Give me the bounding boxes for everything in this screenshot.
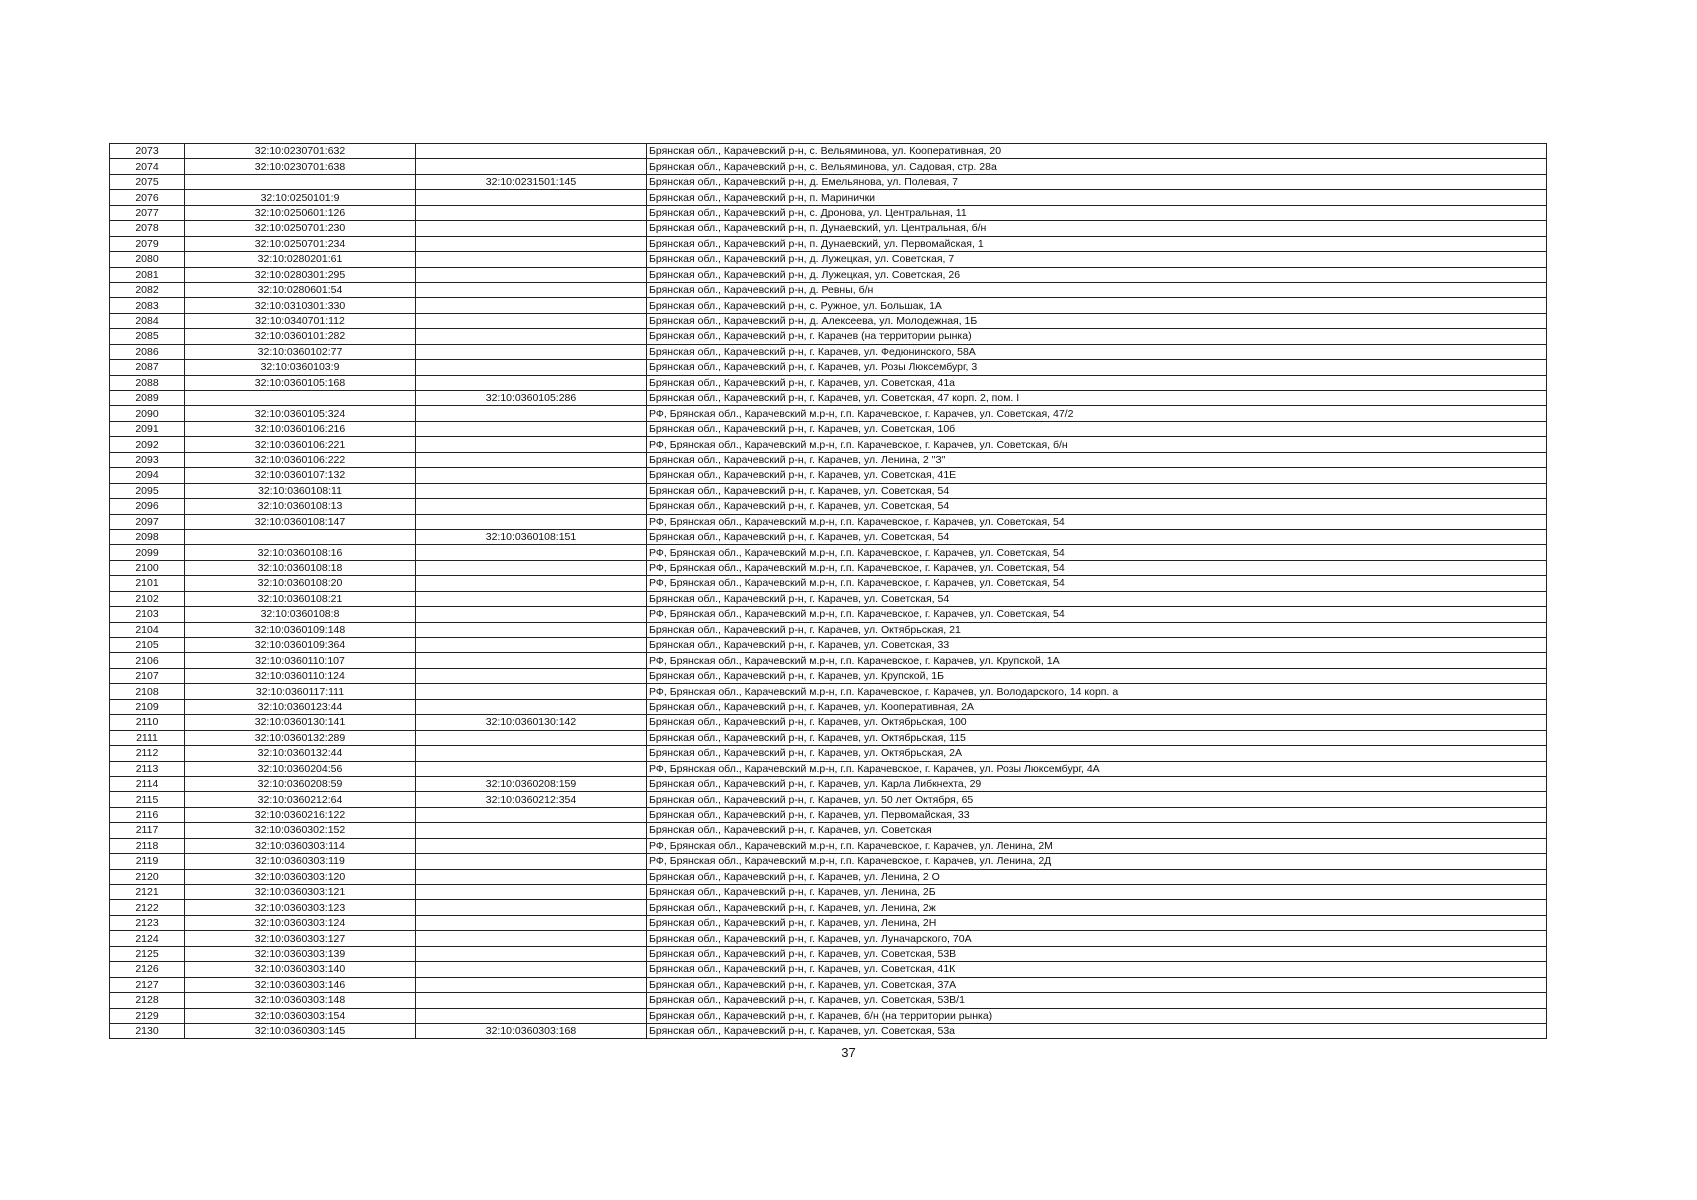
table-row [110,344,1547,359]
row-number-cell: 2130 [110,1023,185,1038]
table-body [110,144,1547,1039]
cadastral-number-cell: 32:10:0360106:222 [185,452,416,467]
cadastral-number-alt-cell [416,313,647,328]
row-number-cell: 2078 [110,221,185,236]
row-number-cell: 2080 [110,252,185,267]
row-number-cell: 2089 [110,391,185,406]
cadastral-number-cell: 32:10:0360132:289 [185,730,416,745]
cadastral-number-cell: 32:10:0360106:221 [185,437,416,452]
cadastral-number-alt-cell: 32:10:0360108:151 [416,529,647,544]
address-cell: Брянская обл., Карачевский р-н, г. Карачев, ул. Советская, 53В/1 [647,993,1547,1008]
row-number-cell: 2085 [110,329,185,344]
address-cell: Брянская обл., Карачевский р-н, с. Дронова, ул. Центральная, 11 [647,205,1547,220]
row-number-cell: 2096 [110,499,185,514]
row-number-cell: 2075 [110,174,185,189]
address-cell: РФ, Брянская обл., Карачевский м.р-н, г.п. Карачевское, г. Карачев, ул. Ленина, 2Д [647,854,1547,869]
cadastral-number-alt-cell: 32:10:0360303:168 [416,1023,647,1038]
table-row [110,684,1547,699]
row-number-cell: 2091 [110,421,185,436]
cadastral-number-cell: 32:10:0360105:168 [185,375,416,390]
table-row [110,391,1547,406]
cadastral-number-alt-cell [416,344,647,359]
address-cell: РФ, Брянская обл., Карачевский м.р-н, г.п. Карачевское, г. Карачев, ул. Советская, 54 [647,560,1547,575]
table-row [110,221,1547,236]
address-cell: РФ, Брянская обл., Карачевский м.р-н, г.п. Карачевское, г. Карачев, ул. Ленина, 2М [647,838,1547,853]
cadastral-number-cell: 32:10:0360108:11 [185,483,416,498]
table-row [110,807,1547,822]
table-row [110,298,1547,313]
row-number-cell: 2094 [110,468,185,483]
table-row [110,1023,1547,1038]
address-cell: Брянская обл., Карачевский р-н, г. Карачев, ул. Советская, 53В [647,946,1547,961]
address-cell: Брянская обл., Карачевский р-н, г. Карачев, ул. Розы Люксембург, 3 [647,360,1547,375]
address-cell: Брянская обл., Карачевский р-н, г. Карачев, ул. Советская, 54 [647,483,1547,498]
cadastral-number-alt-cell [416,360,647,375]
cadastral-number-alt-cell [416,298,647,313]
address-cell: Брянская обл., Карачевский р-н, д. Емельянова, ул. Полевая, 7 [647,174,1547,189]
row-number-cell: 2110 [110,715,185,730]
table-row [110,638,1547,653]
table-row [110,267,1547,282]
cadastral-number-cell: 32:10:0340701:112 [185,313,416,328]
cadastral-number-cell: 32:10:0250101:9 [185,190,416,205]
address-cell: РФ, Брянская обл., Карачевский м.р-н, г.п. Карачевское, г. Карачев, ул. Крупской, 1А [647,653,1547,668]
row-number-cell: 2116 [110,807,185,822]
cadastral-number-alt-cell [416,869,647,884]
cadastral-number-cell: 32:10:0360303:146 [185,977,416,992]
cadastral-number-alt-cell [416,560,647,575]
row-number-cell: 2111 [110,730,185,745]
row-number-cell: 2125 [110,946,185,961]
row-number-cell: 2086 [110,344,185,359]
cadastral-number-cell: 32:10:0280301:295 [185,267,416,282]
row-number-cell: 2099 [110,545,185,560]
cadastral-number-alt-cell [416,205,647,220]
cadastral-number-alt-cell [416,823,647,838]
cadastral-table [109,143,1547,1039]
cadastral-number-cell: 32:10:0360303:124 [185,915,416,930]
cadastral-number-cell: 32:10:0360108:8 [185,607,416,622]
cadastral-number-alt-cell [416,653,647,668]
address-cell: Брянская обл., Карачевский р-н, г. Карачев, ул. Октябрьская, 100 [647,715,1547,730]
cadastral-number-cell [185,174,416,189]
address-cell: РФ, Брянская обл., Карачевский м.р-н, г.п. Карачевское, г. Карачев, ул. Володарского, 14 корп. а [647,684,1547,699]
cadastral-number-alt-cell [416,159,647,174]
row-number-cell: 2106 [110,653,185,668]
cadastral-number-alt-cell [416,699,647,714]
address-cell: Брянская обл., Карачевский р-н, с. Ружное, ул. Большак, 1А [647,298,1547,313]
address-cell: Брянская обл., Карачевский р-н, г. Карачев, б/н (на территории рынка) [647,1008,1547,1023]
row-number-cell: 2122 [110,900,185,915]
table-row [110,406,1547,421]
cadastral-number-cell: 32:10:0360110:107 [185,653,416,668]
table-row [110,437,1547,452]
row-number-cell: 2081 [110,267,185,282]
cadastral-number-alt-cell [416,885,647,900]
row-number-cell: 2079 [110,236,185,251]
cadastral-number-cell: 32:10:0360204:56 [185,761,416,776]
address-cell: РФ, Брянская обл., Карачевский м.р-н, г.п. Карачевское, г. Карачев, ул. Розы Люксембург, 4А [647,761,1547,776]
cadastral-number-alt-cell [416,962,647,977]
row-number-cell: 2098 [110,529,185,544]
address-cell: Брянская обл., Карачевский р-н, г. Карачев, ул. Ленина, 2Б [647,885,1547,900]
table-row [110,854,1547,869]
cadastral-number-cell: 32:10:0360303:148 [185,993,416,1008]
address-cell: РФ, Брянская обл., Карачевский м.р-н, г.п. Карачевское, г. Карачев, ул. Советская, 54 [647,545,1547,560]
cadastral-number-cell: 32:10:0360108:20 [185,576,416,591]
cadastral-number-alt-cell [416,931,647,946]
row-number-cell: 2076 [110,190,185,205]
cadastral-number-cell: 32:10:0360303:127 [185,931,416,946]
cadastral-number-cell: 32:10:0360106:216 [185,421,416,436]
table-row [110,869,1547,884]
table-row [110,468,1547,483]
address-cell: Брянская обл., Карачевский р-н, г. Карачев, ул. Ленина, 2Н [647,915,1547,930]
page-number: 37 [841,1045,856,1060]
row-number-cell: 2097 [110,514,185,529]
address-cell: Брянская обл., Карачевский р-н, г. Карачев, ул. Советская, 41а [647,375,1547,390]
address-cell: РФ, Брянская обл., Карачевский м.р-н, г.п. Карачевское, г. Карачев, ул. Советская, 47/2 [647,406,1547,421]
row-number-cell: 2121 [110,885,185,900]
table-row [110,746,1547,761]
address-cell: Брянская обл., Карачевский р-н, г. Карачев, ул. 50 лет Октября, 65 [647,792,1547,807]
address-cell: Брянская обл., Карачевский р-н, г. Карачев, ул. Советская [647,823,1547,838]
cadastral-number-alt-cell [416,591,647,606]
cadastral-number-cell: 32:10:0280201:61 [185,252,416,267]
row-number-cell: 2082 [110,282,185,297]
row-number-cell: 2126 [110,962,185,977]
table-row [110,483,1547,498]
row-number-cell: 2102 [110,591,185,606]
cadastral-number-alt-cell [416,437,647,452]
cadastral-number-alt-cell [416,468,647,483]
row-number-cell: 2083 [110,298,185,313]
cadastral-number-cell: 32:10:0360109:148 [185,622,416,637]
row-number-cell: 2103 [110,607,185,622]
row-number-cell: 2114 [110,776,185,791]
cadastral-number-alt-cell [416,545,647,560]
address-cell: РФ, Брянская обл., Карачевский м.р-н, г.п. Карачевское, г. Карачев, ул. Советская, 54 [647,514,1547,529]
row-number-cell: 2088 [110,375,185,390]
row-number-cell: 2117 [110,823,185,838]
table-row [110,730,1547,745]
table-row [110,915,1547,930]
cadastral-number-alt-cell [416,1008,647,1023]
table-row [110,360,1547,375]
table-row [110,977,1547,992]
row-number-cell: 2100 [110,560,185,575]
cadastral-number-alt-cell [416,730,647,745]
table-row [110,144,1547,159]
table-row [110,1008,1547,1023]
cadastral-number-alt-cell [416,421,647,436]
cadastral-number-cell: 32:10:0310301:330 [185,298,416,313]
cadastral-number-cell: 32:10:0360123:44 [185,699,416,714]
row-number-cell: 2129 [110,1008,185,1023]
address-cell: Брянская обл., Карачевский р-н, г. Карачев, ул. Карла Либкнехта, 29 [647,776,1547,791]
cadastral-number-alt-cell [416,993,647,1008]
cadastral-number-cell: 32:10:0280601:54 [185,282,416,297]
row-number-cell: 2118 [110,838,185,853]
cadastral-number-alt-cell [416,514,647,529]
address-cell: Брянская обл., Карачевский р-н, г. Карачев, ул. Первомайская, 33 [647,807,1547,822]
table-row [110,792,1547,807]
cadastral-number-cell: 32:10:0360105:324 [185,406,416,421]
cadastral-number-alt-cell [416,452,647,467]
address-cell: Брянская обл., Карачевский р-н, г. Карачев, ул. Кооперативная, 2А [647,699,1547,714]
cadastral-number-cell: 32:10:0360303:154 [185,1008,416,1023]
table-row [110,885,1547,900]
row-number-cell: 2112 [110,746,185,761]
table-row [110,931,1547,946]
address-cell: Брянская обл., Карачевский р-н, г. Карачев, ул. Советская, 54 [647,529,1547,544]
cadastral-number-cell: 32:10:0250701:230 [185,221,416,236]
cadastral-number-alt-cell [416,622,647,637]
table-row [110,375,1547,390]
table-row [110,900,1547,915]
address-cell: Брянская обл., Карачевский р-н, г. Карачев, ул. Крупской, 1Б [647,668,1547,683]
address-cell: Брянская обл., Карачевский р-н, г. Карачев, ул. Советская, 33 [647,638,1547,653]
address-cell: Брянская обл., Карачевский р-н, г. Карачев, ул. Советская, 47 корп. 2, пом. I [647,391,1547,406]
address-cell: Брянская обл., Карачевский р-н, г. Карачев, ул. Октябрьская, 2А [647,746,1547,761]
row-number-cell: 2104 [110,622,185,637]
cadastral-number-alt-cell [416,915,647,930]
row-number-cell: 2127 [110,977,185,992]
row-number-cell: 2092 [110,437,185,452]
table-row [110,499,1547,514]
row-number-cell: 2123 [110,915,185,930]
cadastral-number-alt-cell [416,838,647,853]
cadastral-number-cell: 32:10:0250701:234 [185,236,416,251]
address-cell: Брянская обл., Карачевский р-н, г. Карачев (на территории рынка) [647,329,1547,344]
table-row [110,607,1547,622]
cadastral-number-cell: 32:10:0360303:120 [185,869,416,884]
table-row [110,993,1547,1008]
address-cell: Брянская обл., Карачевский р-н, г. Карачев, ул. Октябрьская, 115 [647,730,1547,745]
cadastral-number-alt-cell [416,406,647,421]
cadastral-number-alt-cell: 32:10:0360208:159 [416,776,647,791]
table-row [110,699,1547,714]
table-row [110,205,1547,220]
cadastral-number-cell: 32:10:0360303:123 [185,900,416,915]
cadastral-number-alt-cell [416,977,647,992]
cadastral-number-cell: 32:10:0360109:364 [185,638,416,653]
cadastral-number-alt-cell [416,252,647,267]
row-number-cell: 2093 [110,452,185,467]
cadastral-number-cell: 32:10:0360303:140 [185,962,416,977]
row-number-cell: 2109 [110,699,185,714]
cadastral-number-cell: 32:10:0360216:122 [185,807,416,822]
table-row [110,576,1547,591]
cadastral-number-cell [185,391,416,406]
row-number-cell: 2105 [110,638,185,653]
address-cell: Брянская обл., Карачевский р-н, с. Вельяминова, ул. Садовая, стр. 28а [647,159,1547,174]
table-row [110,946,1547,961]
table-row [110,776,1547,791]
cadastral-number-cell: 32:10:0360108:13 [185,499,416,514]
cadastral-number-alt-cell [416,746,647,761]
table-row [110,452,1547,467]
table-row [110,668,1547,683]
table-row [110,653,1547,668]
table-row [110,329,1547,344]
table-row [110,622,1547,637]
address-cell: РФ, Брянская обл., Карачевский м.р-н, г.п. Карачевское, г. Карачев, ул. Советская, б/н [647,437,1547,452]
cadastral-number-alt-cell [416,190,647,205]
cadastral-number-cell: 32:10:0250601:126 [185,205,416,220]
table-row [110,514,1547,529]
cadastral-number-alt-cell [416,807,647,822]
cadastral-number-cell: 32:10:0360212:64 [185,792,416,807]
row-number-cell: 2119 [110,854,185,869]
cadastral-number-cell: 32:10:0360117:111 [185,684,416,699]
cadastral-number-alt-cell [416,607,647,622]
cadastral-number-alt-cell [416,329,647,344]
cadastral-number-alt-cell [416,221,647,236]
table-row [110,962,1547,977]
cadastral-number-cell: 32:10:0360303:119 [185,854,416,869]
table-row [110,421,1547,436]
address-cell: Брянская обл., Карачевский р-н, г. Карачев, ул. Советская, 37А [647,977,1547,992]
cadastral-number-alt-cell [416,282,647,297]
row-number-cell: 2090 [110,406,185,421]
cadastral-number-alt-cell [416,144,647,159]
row-number-cell: 2073 [110,144,185,159]
table-row [110,823,1547,838]
address-cell: Брянская обл., Карачевский р-н, д. Лужецкая, ул. Советская, 26 [647,267,1547,282]
address-cell: РФ, Брянская обл., Карачевский м.р-н, г.п. Карачевское, г. Карачев, ул. Советская, 54 [647,576,1547,591]
cadastral-number-cell: 32:10:0360303:139 [185,946,416,961]
address-cell: Брянская обл., Карачевский р-н, г. Карачев, ул. Советская, 10б [647,421,1547,436]
cadastral-number-alt-cell: 32:10:0360130:142 [416,715,647,730]
address-cell: Брянская обл., Карачевский р-н, г. Карачев, ул. Советская, 53а [647,1023,1547,1038]
cadastral-number-cell: 32:10:0360132:44 [185,746,416,761]
table-row [110,159,1547,174]
address-cell: Брянская обл., Карачевский р-н, д. Алексеева, ул. Молодежная, 1Б [647,313,1547,328]
cadastral-number-cell: 32:10:0230701:632 [185,144,416,159]
row-number-cell: 2113 [110,761,185,776]
cadastral-number-cell: 32:10:0360108:16 [185,545,416,560]
cadastral-number-alt-cell [416,668,647,683]
cadastral-number-cell: 32:10:0360101:282 [185,329,416,344]
row-number-cell: 2108 [110,684,185,699]
table-row [110,761,1547,776]
address-cell: Брянская обл., Карачевский р-н, д. Ревны, б/н [647,282,1547,297]
cadastral-number-cell: 32:10:0360102:77 [185,344,416,359]
address-cell: РФ, Брянская обл., Карачевский м.р-н, г.п. Карачевское, г. Карачев, ул. Советская, 54 [647,607,1547,622]
cadastral-number-alt-cell [416,375,647,390]
table-row [110,174,1547,189]
cadastral-number-alt-cell [416,499,647,514]
cadastral-number-cell: 32:10:0360130:141 [185,715,416,730]
row-number-cell: 2084 [110,313,185,328]
row-number-cell: 2124 [110,931,185,946]
cadastral-number-alt-cell [416,576,647,591]
address-cell: Брянская обл., Карачевский р-н, п. Дунаевский, ул. Центральная, б/н [647,221,1547,236]
cadastral-number-alt-cell [416,236,647,251]
cadastral-number-cell: 32:10:0360303:121 [185,885,416,900]
address-cell: Брянская обл., Карачевский р-н, г. Карачев, ул. Ленина, 2ж [647,900,1547,915]
table-row [110,591,1547,606]
table-row [110,560,1547,575]
cadastral-number-cell [185,529,416,544]
address-cell: Брянская обл., Карачевский р-н, г. Карачев, ул. Советская, 54 [647,591,1547,606]
table-row [110,282,1547,297]
cadastral-number-cell: 32:10:0360108:21 [185,591,416,606]
address-cell: Брянская обл., Карачевский р-н, г. Карачев, ул. Советская, 41К [647,962,1547,977]
address-cell: Брянская обл., Карачевский р-н, г. Карачев, ул. Ленина, 2 О [647,869,1547,884]
address-cell: Брянская обл., Карачевский р-н, г. Карачев, ул. Ленина, 2 "З" [647,452,1547,467]
row-number-cell: 2074 [110,159,185,174]
address-cell: Брянская обл., Карачевский р-н, г. Карачев, ул. Федюнинского, 58А [647,344,1547,359]
cadastral-number-cell: 32:10:0360208:59 [185,776,416,791]
cadastral-number-alt-cell [416,483,647,498]
cadastral-number-alt-cell [416,854,647,869]
row-number-cell: 2107 [110,668,185,683]
cadastral-number-alt-cell: 32:10:0360105:286 [416,391,647,406]
cadastral-number-cell: 32:10:0360108:18 [185,560,416,575]
address-cell: Брянская обл., Карачевский р-н, с. Вельяминова, ул. Кооперативная, 20 [647,144,1547,159]
address-cell: Брянская обл., Карачевский р-н, г. Карачев, ул. Советская, 41Е [647,468,1547,483]
table-row [110,252,1547,267]
table-row [110,313,1547,328]
row-number-cell: 2120 [110,869,185,884]
cadastral-number-cell: 32:10:0360302:152 [185,823,416,838]
cadastral-number-cell: 32:10:0230701:638 [185,159,416,174]
row-number-cell: 2101 [110,576,185,591]
cadastral-number-cell: 32:10:0360103:9 [185,360,416,375]
address-cell: Брянская обл., Карачевский р-н, д. Лужецкая, ул. Советская, 7 [647,252,1547,267]
row-number-cell: 2077 [110,205,185,220]
cadastral-number-cell: 32:10:0360110:124 [185,668,416,683]
cadastral-number-alt-cell [416,761,647,776]
cadastral-number-alt-cell [416,638,647,653]
cadastral-number-alt-cell: 32:10:0360212:354 [416,792,647,807]
table-row [110,529,1547,544]
cadastral-number-alt-cell [416,267,647,282]
cadastral-number-alt-cell [416,684,647,699]
row-number-cell: 2115 [110,792,185,807]
address-cell: Брянская обл., Карачевский р-н, п. Дунаевский, ул. Первомайская, 1 [647,236,1547,251]
table-row [110,190,1547,205]
row-number-cell: 2087 [110,360,185,375]
address-cell: Брянская обл., Карачевский р-н, г. Карачев, ул. Луначарского, 70А [647,931,1547,946]
cadastral-number-alt-cell [416,900,647,915]
table-row [110,545,1547,560]
cadastral-number-cell: 32:10:0360108:147 [185,514,416,529]
cadastral-number-cell: 32:10:0360303:145 [185,1023,416,1038]
address-cell: Брянская обл., Карачевский р-н, п. Маринички [647,190,1547,205]
table-row [110,838,1547,853]
row-number-cell: 2095 [110,483,185,498]
table-row [110,715,1547,730]
cadastral-number-cell: 32:10:0360303:114 [185,838,416,853]
cadastral-number-alt-cell: 32:10:0231501:145 [416,174,647,189]
cadastral-number-alt-cell [416,946,647,961]
table-row [110,236,1547,251]
cadastral-number-cell: 32:10:0360107:132 [185,468,416,483]
row-number-cell: 2128 [110,993,185,1008]
address-cell: Брянская обл., Карачевский р-н, г. Карачев, ул. Советская, 54 [647,499,1547,514]
address-cell: Брянская обл., Карачевский р-н, г. Карачев, ул. Октябрьская, 21 [647,622,1547,637]
